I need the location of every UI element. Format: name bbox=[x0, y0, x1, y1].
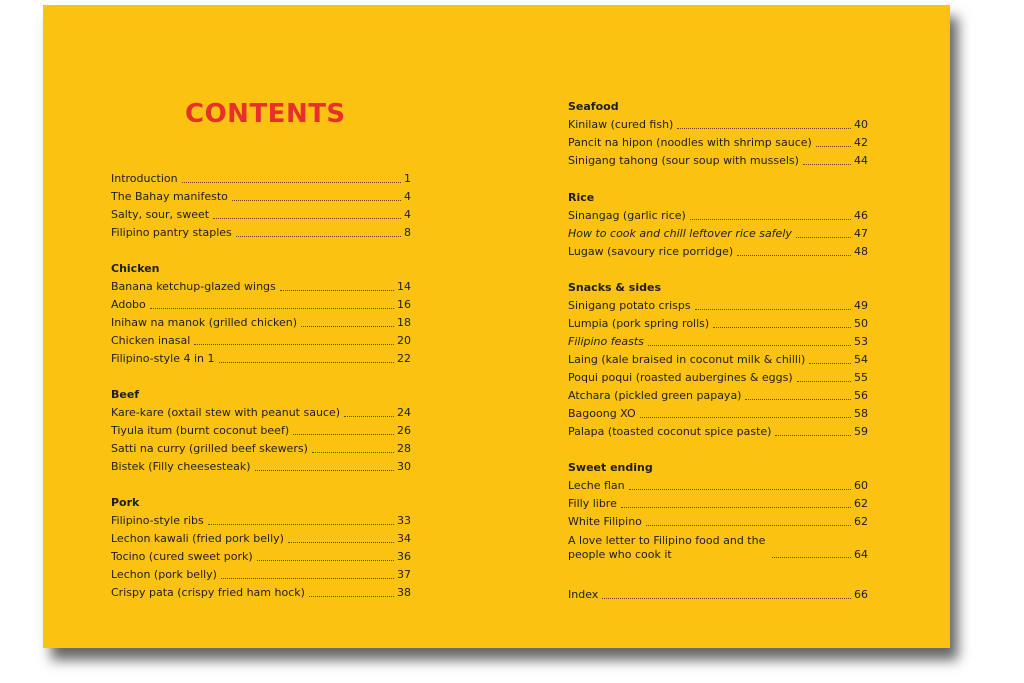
dot-leader bbox=[629, 489, 851, 490]
toc-entry[interactable]: Chicken inasal 20 bbox=[111, 334, 411, 347]
toc-entry[interactable]: White Filipino 62 bbox=[568, 515, 868, 528]
toc-entry[interactable]: Sinangag (garlic rice) 46 bbox=[568, 209, 868, 222]
toc-entry[interactable]: Adobo 16 bbox=[111, 298, 411, 311]
toc-entry[interactable]: Filipino feasts 53 bbox=[568, 335, 868, 348]
dot-leader bbox=[301, 326, 394, 327]
section-intro bbox=[111, 170, 411, 242]
toc-entry[interactable]: Bagoong XO 58 bbox=[568, 407, 868, 420]
dot-leader bbox=[309, 596, 394, 597]
section-chicken bbox=[111, 260, 411, 368]
toc-entry[interactable]: Bistek (Filly cheesesteak) 30 bbox=[111, 460, 411, 473]
contents-left-column bbox=[111, 170, 411, 602]
dot-leader bbox=[796, 237, 851, 238]
toc-entry[interactable]: Sinigang potato crisps 49 bbox=[568, 299, 868, 312]
dot-leader bbox=[695, 309, 851, 310]
section-heading-seafood: Seafood bbox=[568, 100, 619, 113]
toc-entry[interactable]: Crispy pata (crispy fried ham hock) 38 bbox=[111, 586, 411, 599]
dot-leader bbox=[221, 578, 394, 579]
dot-leader bbox=[797, 381, 851, 382]
section-pork bbox=[111, 494, 411, 602]
dot-leader bbox=[809, 363, 851, 364]
toc-entry[interactable]: Lumpia (pork spring rolls) 50 bbox=[568, 317, 868, 330]
toc-entry[interactable]: Laing (kale braised in coconut milk & chilli) 54 bbox=[568, 353, 868, 366]
toc-entry[interactable]: Pancit na hipon (noodles with shrimp sauce) 42 bbox=[568, 136, 868, 149]
dot-leader bbox=[713, 327, 851, 328]
dot-leader bbox=[236, 236, 401, 237]
section-heading-sweet: Sweet ending bbox=[568, 461, 653, 474]
dot-leader bbox=[219, 362, 394, 363]
toc-entry-salty-sour-sweet[interactable]: Salty, sour, sweet 4 bbox=[111, 208, 411, 221]
toc-entry[interactable]: Atchara (pickled green papaya) 56 bbox=[568, 389, 868, 402]
toc-entry[interactable]: Lechon kawali (fried pork belly) 34 bbox=[111, 532, 411, 545]
dot-leader bbox=[344, 416, 394, 417]
section-heading-rice: Rice bbox=[568, 191, 595, 204]
dot-leader bbox=[648, 345, 851, 346]
toc-entry[interactable]: Filipino-style ribs 33 bbox=[111, 514, 411, 527]
dot-leader bbox=[816, 146, 851, 147]
dot-leader bbox=[646, 525, 851, 526]
toc-entry-introduction[interactable]: Introduction 1 bbox=[111, 172, 411, 185]
toc-entry[interactable]: Lugaw (savoury rice porridge) 48 bbox=[568, 245, 868, 258]
toc-entry[interactable]: Inihaw na manok (grilled chicken) 18 bbox=[111, 316, 411, 329]
toc-entry[interactable]: Tiyula itum (burnt coconut beef) 26 bbox=[111, 424, 411, 437]
section-heading-pork: Pork bbox=[111, 496, 140, 509]
dot-leader bbox=[775, 435, 851, 436]
dot-leader bbox=[690, 219, 851, 220]
dot-leader bbox=[602, 598, 851, 599]
toc-entry[interactable]: Filly libre 62 bbox=[568, 497, 868, 510]
dot-leader bbox=[737, 255, 851, 256]
dot-leader bbox=[280, 290, 394, 291]
toc-entry[interactable]: Lechon (pork belly) 37 bbox=[111, 568, 411, 581]
section-sweet-ending bbox=[568, 459, 868, 562]
section-beef bbox=[111, 386, 411, 476]
toc-entry[interactable]: Kinilaw (cured fish) 40 bbox=[568, 118, 868, 131]
toc-entry[interactable]: Filipino-style 4 in 1 22 bbox=[111, 352, 411, 365]
dot-leader bbox=[232, 200, 401, 201]
toc-entry[interactable]: Palapa (toasted coconut spice paste) 59 bbox=[568, 425, 868, 438]
dot-leader bbox=[293, 434, 394, 435]
section-rice bbox=[568, 189, 868, 261]
dot-leader bbox=[803, 164, 851, 165]
book-spread bbox=[43, 5, 950, 648]
toc-entry[interactable]: Sinigang tahong (sour soup with mussels) 44 bbox=[568, 154, 868, 167]
dot-leader bbox=[288, 542, 394, 543]
dot-leader bbox=[255, 470, 394, 471]
dot-leader bbox=[745, 399, 851, 400]
section-seafood bbox=[568, 98, 868, 170]
toc-entry-pantry-staples[interactable]: Filipino pantry staples 8 bbox=[111, 226, 411, 239]
section-heading-chicken: Chicken bbox=[111, 262, 160, 275]
toc-entry[interactable]: A love letter to Filipino food and the people who cook it 64 bbox=[568, 534, 868, 561]
dot-leader bbox=[208, 524, 394, 525]
dot-leader bbox=[194, 344, 394, 345]
dot-leader bbox=[312, 452, 394, 453]
toc-entry[interactable]: Leche flan 60 bbox=[568, 479, 868, 492]
dot-leader bbox=[213, 218, 401, 219]
dot-leader bbox=[150, 308, 394, 309]
toc-entry-bahay-manifesto[interactable]: The Bahay manifesto 4 bbox=[111, 190, 411, 203]
toc-entry[interactable]: Banana ketchup-glazed wings 14 bbox=[111, 280, 411, 293]
toc-entry[interactable]: Kare-kare (oxtail stew with peanut sauce) 24 bbox=[111, 406, 411, 419]
toc-entry[interactable]: How to cook and chill leftover rice safely 47 bbox=[568, 227, 868, 240]
dot-leader bbox=[677, 128, 851, 129]
toc-entry[interactable]: Satti na curry (grilled beef skewers) 28 bbox=[111, 442, 411, 455]
section-snacks-sides bbox=[568, 279, 868, 441]
dot-leader bbox=[640, 417, 851, 418]
dot-leader bbox=[772, 557, 851, 558]
page-title: CONTENTS bbox=[185, 99, 346, 129]
toc-entry-index[interactable]: Index 66 bbox=[568, 588, 868, 601]
contents-right-column bbox=[568, 98, 868, 604]
dot-leader bbox=[257, 560, 394, 561]
dot-leader bbox=[621, 507, 851, 508]
toc-entry[interactable]: Poqui poqui (roasted aubergines & eggs) 55 bbox=[568, 371, 868, 384]
toc-entry[interactable]: Tocino (cured sweet pork) 36 bbox=[111, 550, 411, 563]
section-heading-snacks: Snacks & sides bbox=[568, 281, 662, 294]
section-heading-beef: Beef bbox=[111, 388, 140, 401]
dot-leader bbox=[182, 182, 401, 183]
